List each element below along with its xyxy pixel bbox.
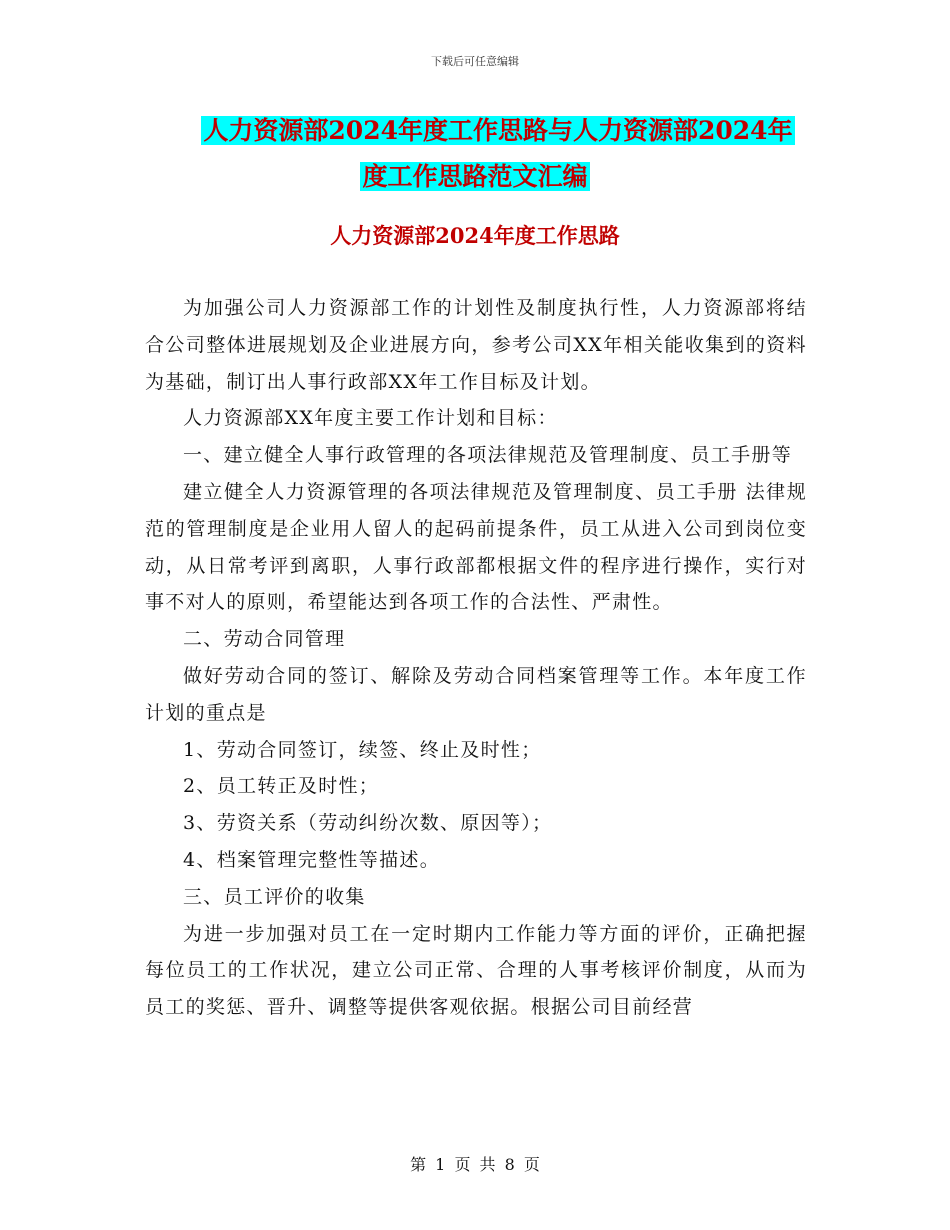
document-title [0,108,950,200]
paragraph: 一、建立健全人事行政管理的各项法律规范及管理制度、员工手册等 [183,444,793,467]
paragraph: 3、劳资关系（劳动纠纷次数、原因等）； [183,812,553,835]
title-line-2: 度工作思路范文汇编 [362,162,588,191]
paragraph: 做好劳动合同的签订、解除及劳动合同档案管理等工作。本年度工作计划的重点是 [145,664,807,724]
paragraph: 为进一步加强对员工在一定时期内工作能力等方面的评价，正确把握每位员工的工作状况，建立公司正常、合理的人事考核评价制度，从而为员工的奖惩、晋升、调整等提供客观依据。根据公司目前经营 [145,922,807,1019]
paragraph: 4、档案管理完整性等描述。 [183,848,440,871]
body-text [145,290,807,1026]
title-line-1: 人力资源部2024年度工作思路与人力资源部2024年 [203,116,793,145]
paragraph: 人力资源部XX年度主要工作计划和目标： [183,407,558,430]
page-footer: 第 1 页 共 8 页 [410,1155,540,1174]
page-header: 下载后可任意编辑 [431,55,519,68]
paragraph: 1、劳动合同签订，续签、终止及时性； [183,738,542,761]
section-heading: 人力资源部2024年度工作思路 [330,223,620,248]
paragraph: 二、劳动合同管理 [183,628,346,651]
paragraph: 2、员工转正及时性； [183,775,380,798]
paragraph: 三、员工评价的收集 [183,885,366,908]
paragraph: 为加强公司人力资源部工作的计划性及制度执行性，人力资源部将结合公司整体进展规划及企业进展方向，参考公司XX年相关能收集到的资料为基础，制订出人事行政部XX年工作目标及计划。 [145,297,807,393]
paragraph: 建立健全人力资源管理的各项法律规范及管理制度、员工手册 法律规范的管理制度是企业用人留人的起码前提条件，员工从进入公司到岗位变动，从日常考评到离职，人事行政部都根据文件的程序进行操作，实行对事不对人的原则，希望能达到各项工作的合法性、严肃性。 [145,480,807,614]
